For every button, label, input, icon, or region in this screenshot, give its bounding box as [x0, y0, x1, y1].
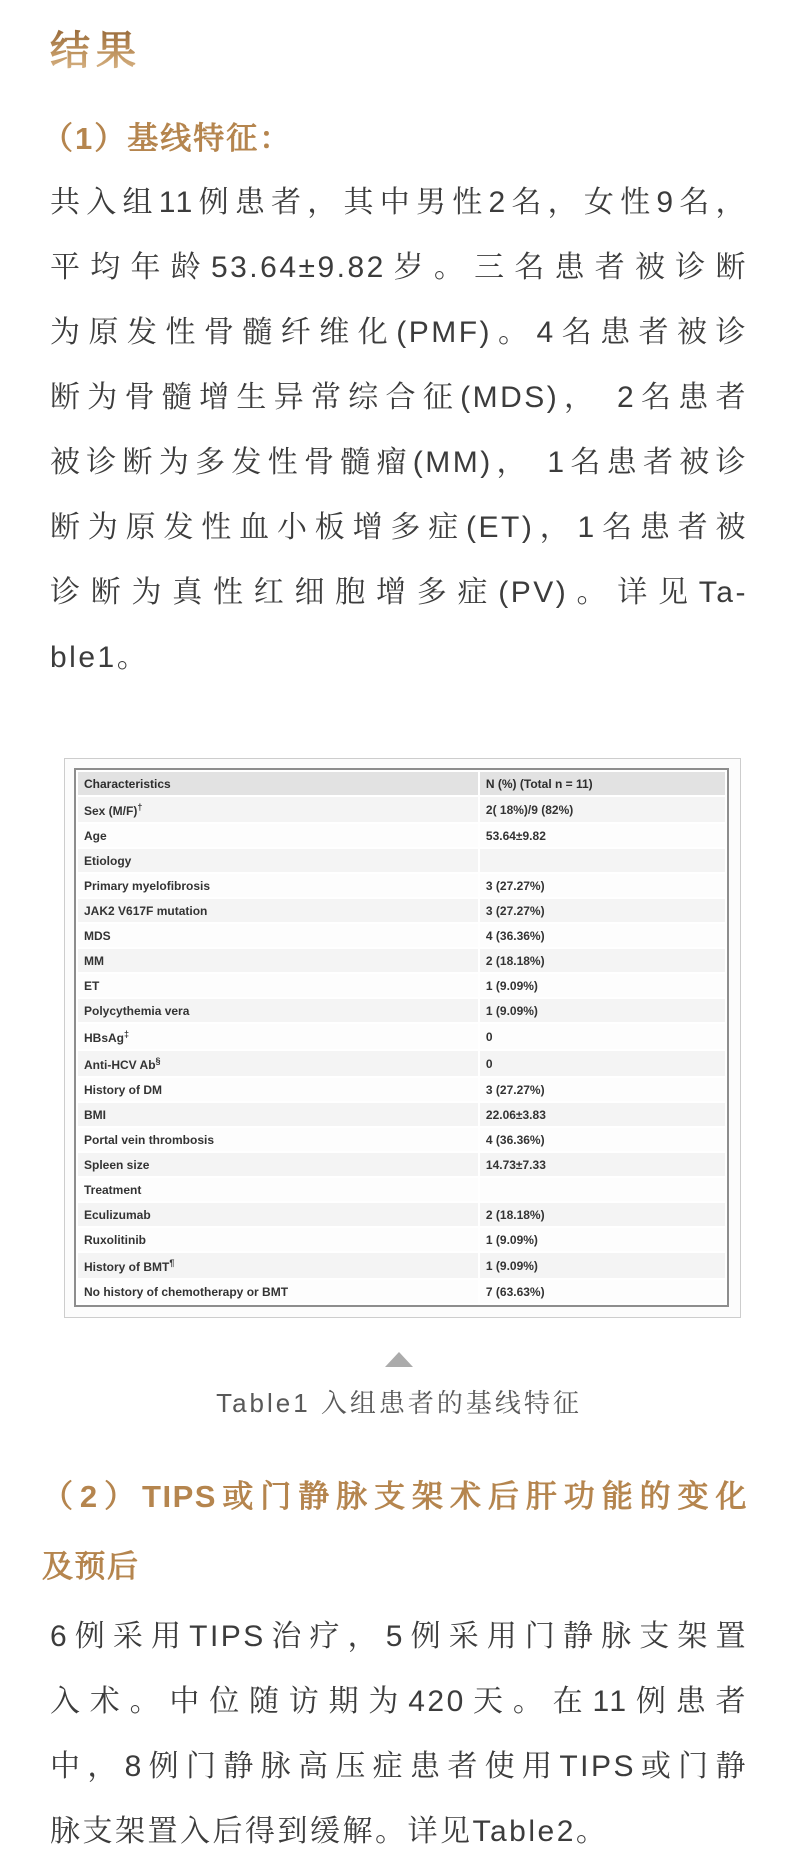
table-row: [78, 1178, 725, 1201]
row-label-cell: History of BMT¶: [78, 1253, 478, 1278]
table-row: [78, 1128, 725, 1151]
row-label-cell: Etiology: [78, 849, 478, 872]
row-value-cell: 2( 18%)/9 (82%): [480, 797, 725, 822]
table-row: [78, 1103, 725, 1126]
table-row: [78, 924, 725, 947]
row-value-cell: 0: [480, 1051, 725, 1076]
text-line: 断为原发性血小板增多症(ET)，1名患者被: [50, 511, 748, 544]
table1-caption-block: [50, 1352, 748, 1420]
row-value-cell: 14.73±7.33: [480, 1153, 725, 1176]
text-line: 6例采用TIPS治疗，5例采用门静脉支架置: [50, 1620, 748, 1653]
row-value-cell: 3 (27.27%): [480, 899, 725, 922]
row-label-cell: Ruxolitinib: [78, 1228, 478, 1251]
table-row: [78, 1078, 725, 1101]
table-row: [78, 1280, 725, 1303]
row-value-cell: 1 (9.09%): [480, 1228, 725, 1251]
row-label-cell: Spleen size: [78, 1153, 478, 1176]
text-line: （2）TIPS或门静脉支架术后肝功能的变化: [42, 1479, 748, 1514]
text-line: 入术。中位随访期为420天。在11例患者: [50, 1685, 748, 1718]
row-value-cell: 2 (18.18%): [480, 949, 725, 972]
row-label-cell: HBsAg‡: [78, 1024, 478, 1049]
table-row: [78, 1024, 725, 1049]
table-row: [78, 797, 725, 822]
text-line: 断为骨髓增生异常综合征(MDS)， 2名患者: [50, 381, 748, 414]
table-row: [78, 1051, 725, 1076]
table-header-row: [78, 772, 725, 795]
section1-heading: （1）基线特征：: [42, 121, 293, 156]
row-value-cell: 7 (63.63%): [480, 1280, 725, 1303]
row-label-cell: No history of chemotherapy or BMT: [78, 1280, 478, 1303]
footnote-marker: ‡: [124, 1029, 130, 1039]
text-line: 及预后: [42, 1549, 140, 1584]
collapse-triangle-icon: [385, 1352, 413, 1367]
row-value-cell: 1 (9.09%): [480, 999, 725, 1022]
row-label-cell: MM: [78, 949, 478, 972]
text-line: 脉支架置入后得到缓解。详见Table2。: [50, 1815, 609, 1848]
text-line: 共入组11例患者，其中男性2名，女性9名，: [50, 186, 748, 219]
row-value-cell: 2 (18.18%): [480, 1203, 725, 1226]
section2-paragraph: [50, 1604, 748, 1850]
row-label-cell: Anti-HCV Ab§: [78, 1051, 478, 1076]
row-label-cell: MDS: [78, 924, 478, 947]
table-row: [78, 1153, 725, 1176]
row-value-cell: 1 (9.09%): [480, 1253, 725, 1278]
row-value-cell: 4 (36.36%): [480, 1128, 725, 1151]
row-value-cell: 3 (27.27%): [480, 1078, 725, 1101]
row-value-cell: 4 (36.36%): [480, 924, 725, 947]
table-row: [78, 999, 725, 1022]
table-body: [78, 797, 725, 1303]
section1-paragraph: [50, 170, 748, 690]
text-line: 为原发性骨髓纤维化(PMF)。4名患者被诊: [50, 316, 748, 349]
row-label-cell: Treatment: [78, 1178, 478, 1201]
table1-caption: Table1 入组患者的基线特征: [216, 1388, 582, 1418]
row-value-cell: 1 (9.09%): [480, 974, 725, 997]
row-value-cell: 0: [480, 1024, 725, 1049]
table-row: [78, 1203, 725, 1226]
text-line: 平均年龄53.64±9.82岁。三名患者被诊断: [50, 251, 748, 284]
row-label-cell: BMI: [78, 1103, 478, 1126]
table-row: [78, 974, 725, 997]
row-label-cell: JAK2 V617F mutation: [78, 899, 478, 922]
table-row: [78, 1253, 725, 1278]
row-label-cell: Portal vein thrombosis: [78, 1128, 478, 1151]
row-label-cell: Sex (M/F)†: [78, 797, 478, 822]
text-line: 被诊断为多发性骨髓瘤(MM)， 1名患者被诊: [50, 446, 748, 479]
baseline-characteristics-table: [74, 768, 729, 1307]
table-row: [78, 1228, 725, 1251]
row-value-cell: 53.64±9.82: [480, 824, 725, 847]
table1-figure[interactable]: [64, 758, 741, 1318]
footnote-marker: §: [155, 1056, 161, 1066]
results-title: 结果: [50, 26, 748, 76]
row-label-cell: History of DM: [78, 1078, 478, 1101]
column-header-n-percent: N (%) (Total n = 11): [480, 772, 725, 795]
row-label-cell: Primary myelofibrosis: [78, 874, 478, 897]
table-row: [78, 949, 725, 972]
row-label-cell: Polycythemia vera: [78, 999, 478, 1022]
row-value-cell: 22.06±3.83: [480, 1103, 725, 1126]
table-row: [78, 824, 725, 847]
row-label-cell: Eculizumab: [78, 1203, 478, 1226]
row-value-cell: [480, 849, 725, 872]
section2-heading: [42, 1462, 748, 1602]
table-row: [78, 899, 725, 922]
row-value-cell: [480, 1178, 725, 1201]
table-row: [78, 874, 725, 897]
row-label-cell: Age: [78, 824, 478, 847]
text-line: 诊断为真性红细胞增多症(PV)。详见Ta-: [50, 576, 748, 609]
footnote-marker: †: [137, 802, 143, 812]
text-line: ble1。: [50, 641, 150, 674]
text-line: 中，8例门静脉高压症患者使用TIPS或门静: [50, 1750, 748, 1783]
row-value-cell: 3 (27.27%): [480, 874, 725, 897]
footnote-marker: ¶: [169, 1258, 175, 1268]
table-row: [78, 849, 725, 872]
column-header-characteristics: Characteristics: [78, 772, 478, 795]
row-label-cell: ET: [78, 974, 478, 997]
